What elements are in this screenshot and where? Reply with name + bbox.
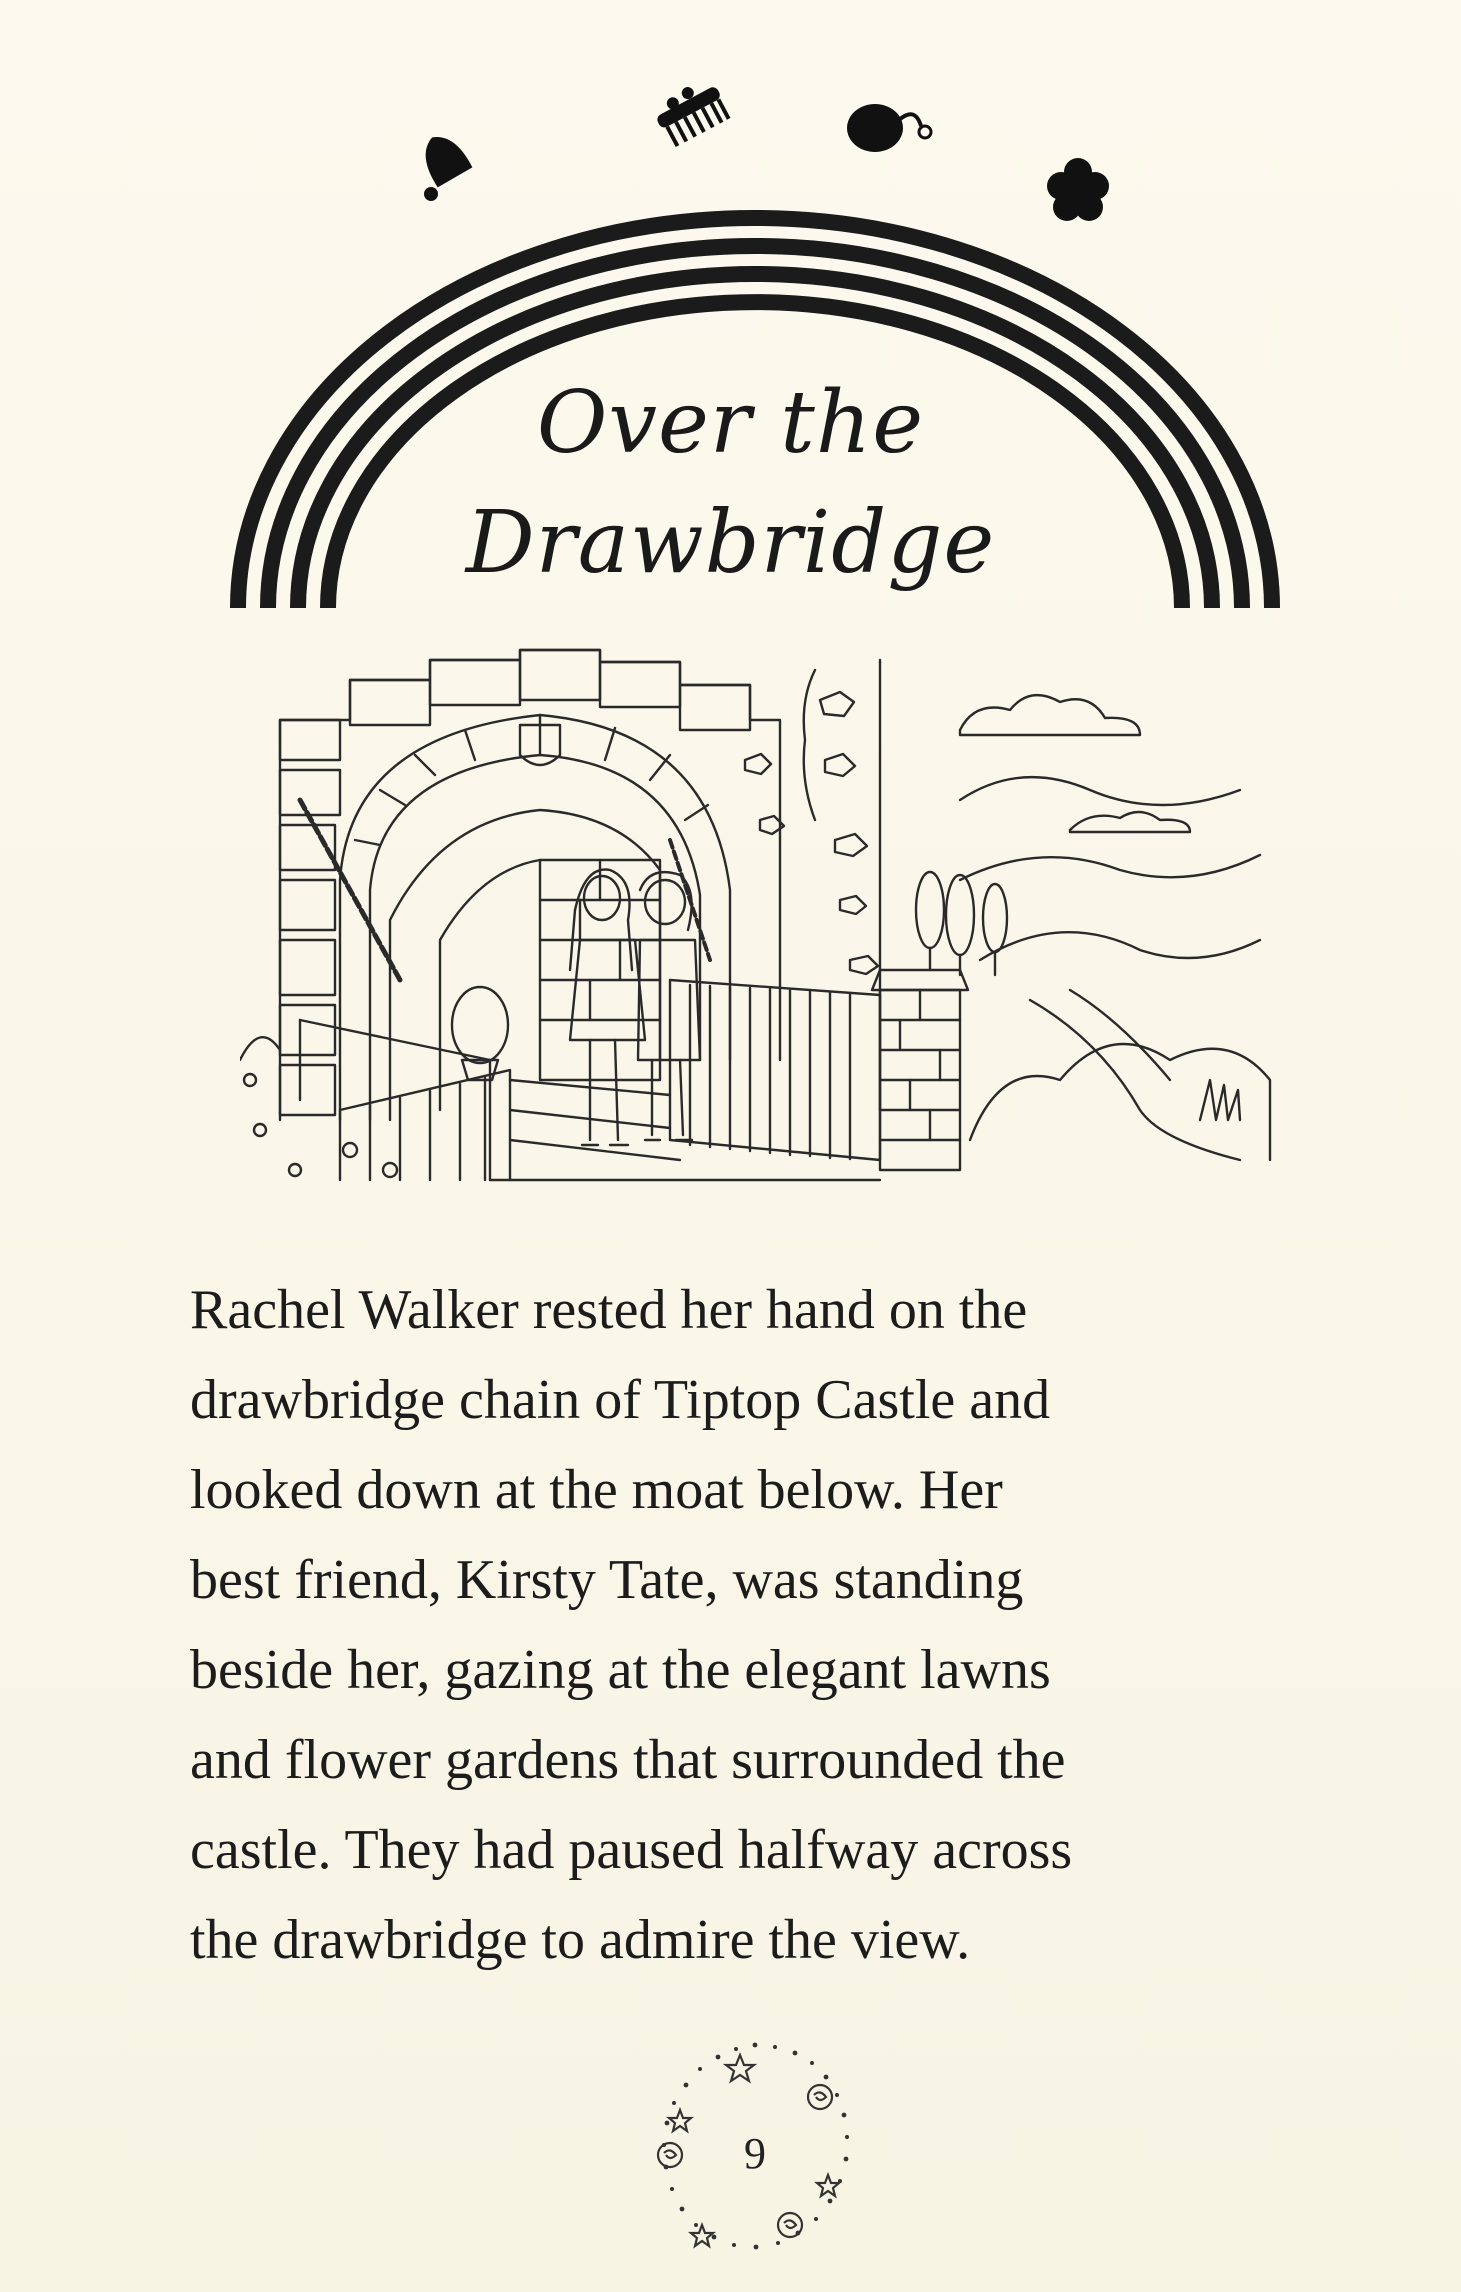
body-line: best friend, Kirsty Tate, was standing <box>190 1549 1024 1611</box>
chapter-title-line2: Drawbridge <box>465 493 996 593</box>
castle-drawbridge-illustration <box>240 640 1280 1200</box>
flower-icon <box>1047 158 1109 221</box>
body-paragraph <box>190 1265 1300 1985</box>
body-line: Rachel Walker rested her hand on the <box>190 1279 1028 1341</box>
body-line: beside her, gazing at the elegant lawns <box>190 1639 1051 1701</box>
body-line: looked down at the moat below. Her <box>190 1459 1003 1521</box>
bell-icon <box>415 127 473 201</box>
body-line: castle. They had paused halfway across <box>190 1819 1073 1881</box>
chapter-title-line1: Over the <box>536 373 925 473</box>
body-line: and flower gardens that surrounded the <box>190 1729 1066 1791</box>
page-number-ornament <box>640 2025 870 2275</box>
body-line: the drawbridge to admire the view. <box>190 1909 971 1971</box>
comb-icon <box>650 80 733 149</box>
purse-icon <box>847 104 931 152</box>
page-number: 9 <box>744 2129 766 2178</box>
body-line: drawbridge chain of Tiptop Castle and <box>190 1369 1051 1431</box>
